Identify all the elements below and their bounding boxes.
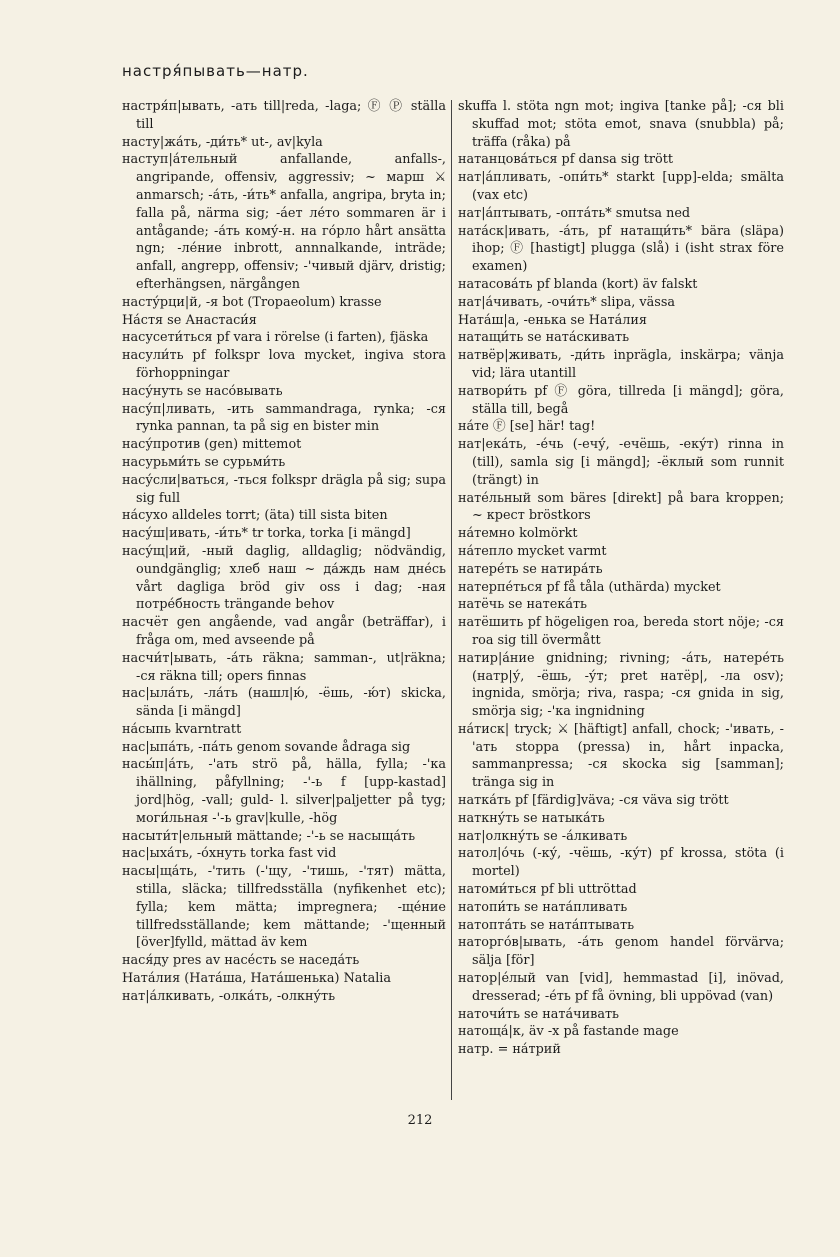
dictionary-entry: натор|е́лый van [vid], hemmastad [i], inövad, dresserad; -е́ть pf få övning, bli uppövad (van)	[458, 971, 784, 1004]
dictionary-entry: насчи́т|ывать, -а́ть räkna; samman-, ut|räkna; -ся räkna till; opers finnas	[122, 650, 446, 684]
column-divider	[451, 100, 452, 1100]
dictionary-entry: насыти́т|ельный mättande; -'-ь se насыща́ть	[122, 828, 416, 844]
dictionary-entry: насули́ть pf folkspr lova mycket, ingiva stora förhoppningar	[122, 348, 446, 381]
dictionary-entry: нат|а́птывать, -опта́ть* smutsa ned	[458, 205, 691, 221]
dictionary-entry: skuffa l. stöta ngn mot; ingiva [tanke på]; -ся bli skuffad mot; stöta emot, snava (snubbla) på; träffa (råka) på	[458, 99, 784, 150]
dictionary-entry: насу́щ|ий, -ный daglig, alldaglig; nödvändig, oundgänglig; хлеб наш ~ да́ждь нам дне́сь vårt dagliga bröd giv oss i dag; -ная потре́бность trängande behov	[122, 543, 446, 613]
dictionary-entry: на́сухо alldeles torrt; (äta) till sista biten	[122, 508, 388, 524]
dictionary-entry: насу́п|ливать, -ить sammandraga, rynka; -ся rynka pannan, ta på sig en bister min	[122, 401, 446, 435]
dictionary-entry: нат|ека́ть, -е́чь (-ечу́, -ечёшь, -еку́т) rinna in (till), samla sig [i mängd]; -ёклый som runnit (trängt) in	[458, 437, 784, 488]
dictionary-entry: насусети́ться pf vara i rörelse (i farten), fjäska	[122, 330, 429, 346]
dictionary-entry: насту́рци|й, -я bot (Tropaeolum) krasse	[122, 294, 382, 310]
dictionary-entry: на́те Ⓕ [se] här! tag!	[458, 419, 596, 435]
dictionary-entry: натвёр|живать, -ди́ть inprägla, inskärpa; vänja vid; lära utantill	[458, 348, 784, 381]
dictionary-entry: наткну́ть se натыка́ть	[458, 810, 605, 826]
dictionary-entry: настря́п|ывать, -ать till|reda, -laga; Ⓕ Ⓟ ställa till	[122, 99, 446, 132]
dictionary-entry: натерпе́ться pf få tåla (uthärda) mycket	[458, 579, 721, 595]
dictionary-entry: нас|ыла́ть, -ла́ть (нашл|ю́, -ёшь, -ю́т) skicka, sända [i mängd]	[122, 686, 446, 720]
dictionary-entry: натол|о́чь (-ку́, -чёшь, -ку́т) pf krossa, stöta (i mortel)	[458, 846, 784, 880]
dictionary-entry: нат|а́пливать, -опи́ть* starkt [upp]-elda; smälta (vax etc)	[458, 170, 784, 203]
dictionary-entry: натёчь se натека́ть	[458, 597, 587, 613]
dictionary-entry: На́стя se Анастаси́я	[122, 312, 257, 328]
dictionary-entry: натр. = на́трий	[458, 1042, 561, 1058]
dictionary-entry: насту|жа́ть, -ди́ть* ut-, av|kyla	[122, 134, 323, 150]
dictionary-entry: натере́ть se натира́ть	[458, 561, 603, 577]
dictionary-entry: нас|ыха́ть, -о́хнуть torka fast vid	[122, 846, 337, 862]
dictionary-entry: нас|ыпа́ть, -па́ть genom sovande ådraga sig	[122, 739, 411, 755]
dictionary-entry: на́сыпь kvarntratt	[122, 721, 242, 737]
dictionary-entry: насу́ш|ивать, -и́ть* tr torka, torka [i mängd]	[122, 526, 411, 542]
page-number: 212	[407, 1113, 433, 1128]
dictionary-entry: насчёт gen angående, vad angår (beträffar), i fråga om, med avseende på	[122, 615, 446, 648]
dictionary-entry: натёшить pf högeligen roa, bereda stort nöje; -ся roa sig till övermått	[458, 615, 784, 648]
dictionary-entry: натащи́ть se ната́скивать	[458, 330, 630, 346]
dictionary-entry: нат|а́чивать, -очи́ть* slipa, vässa	[458, 294, 676, 310]
dictionary-entry: натасова́ть pf blanda (kort) äv falskt	[458, 276, 698, 292]
dictionary-entry: натопи́ть se ната́пливать	[458, 899, 628, 915]
dictionary-entry: нат|а́лкивать, -олка́ть, -олкну́ть	[122, 988, 336, 1004]
dictionary-entry: нася́ду pres av насе́сть se наседа́ть	[122, 953, 360, 969]
dictionary-entry: натоща́|к, äv -х på fastande mage	[458, 1024, 679, 1040]
dictionary-entry: насы́п|а́ть, -'ать strö på, hälla, fylla; -'ка ihällning, påfyllning; -'-ь f [upp-kastad] jord|hög, -vall; guld- l. silver|paljetter på tyg; моги́льная -'-ь grav|kulle, -hög	[122, 757, 446, 826]
dictionary-entry: натир|а́ние gnidning; rivning; -а́ть, натере́ть (натр|у́, -ёшь, -у́т; pret натёр|, -ла osv); ingnida, smörja; riva, raspa; -ся gnida in sig, smörja sig; -'ка ingnidning	[458, 650, 784, 720]
dictionary-entry: наторго́в|ывать, -а́ть genom handel förvärva; sälja [för]	[458, 935, 784, 969]
right-column	[458, 98, 784, 1059]
dictionary-entry: насу́против (gen) mittemot	[122, 437, 302, 453]
left-column	[122, 98, 446, 1006]
dictionary-entry: нате́льный som bäres [direkt] på bara kroppen; ~ крест bröstkors	[458, 490, 784, 524]
dictionary-entry: ната́ск|ивать, -а́ть, pf натащи́ть* bära (släpa) ihop; Ⓕ [hastigt] plugga (slå) i (isht strax före examen)	[458, 223, 784, 275]
dictionary-entry: наточи́ть se ната́чивать	[458, 1006, 619, 1022]
dictionary-entry: насу́нуть se насо́вывать	[122, 383, 283, 399]
dictionary-entry: Ната́лия (Ната́ша, Ната́шенька) Natalia	[122, 971, 392, 987]
dictionary-entry: натопта́ть se ната́птывать	[458, 917, 635, 933]
dictionary-entry: натвори́ть pf Ⓕ göra, tillreda [i mängd]; göra, ställa till, begå	[458, 383, 784, 417]
dictionary-entry: на́тепло mycket varmt	[458, 543, 607, 559]
dictionary-entry: на́тиск| tryck; ⚔ [häftigt] anfall, chock; -'ивать, -'ать stoppa (pressa) in, hårt inpacka, sammanpressa; -ся skocka sig [samman]; tränga sig in	[458, 721, 784, 791]
dictionary-entry: Ната́ш|а, -енька se Ната́лия	[458, 312, 647, 328]
dictionary-entry: натанцова́ться pf dansa sig trött	[458, 152, 674, 168]
running-head: настря́пывать—натр.	[122, 62, 309, 80]
dictionary-entry: насурьми́ть se сурьми́ть	[122, 454, 286, 470]
dictionary-entry: натоми́ться pf bli uttröttad	[458, 882, 637, 898]
dictionary-entry: наступ|а́тельный anfallande, anfalls-, angripande, offensiv, aggressiv; ~ марш ⚔ anmarsch; -а́ть, -и́ть* anfalla, angripa, bryta in; falla på, närma sig; -áет ле́то sommaren är i antågande; -а́ть кому́-н. на го́рло hårt ansätta ngn; -ле́ние inbrott, annnalkande, inträde; anfall, angrepp, offensiv; -'чивый djärv, dristig; efterhängsen, närgången	[122, 152, 446, 292]
dictionary-entry: натка́ть pf [färdig]väva; -ся väva sig trött	[458, 793, 729, 809]
dictionary-entry: насу́сли|ваться, -ться folkspr drägla på sig; supa sig full	[122, 472, 446, 506]
dictionary-entry: нат|олкну́ть se -а́лкивать	[458, 828, 628, 844]
dictionary-entry: на́темно kolmörkt	[458, 526, 578, 542]
dictionary-entry: насы|ща́ть, -'тить (-'щу, -'тишь, -'тят) mätta, stilla, släcka; tillfredsställa (nyfikenhet etc); fylla; kem mätta; impregnera; -ще́ние tillfredsställande; kem mättande; -'щенный [över]fylld, mättad äv kem	[122, 864, 446, 951]
